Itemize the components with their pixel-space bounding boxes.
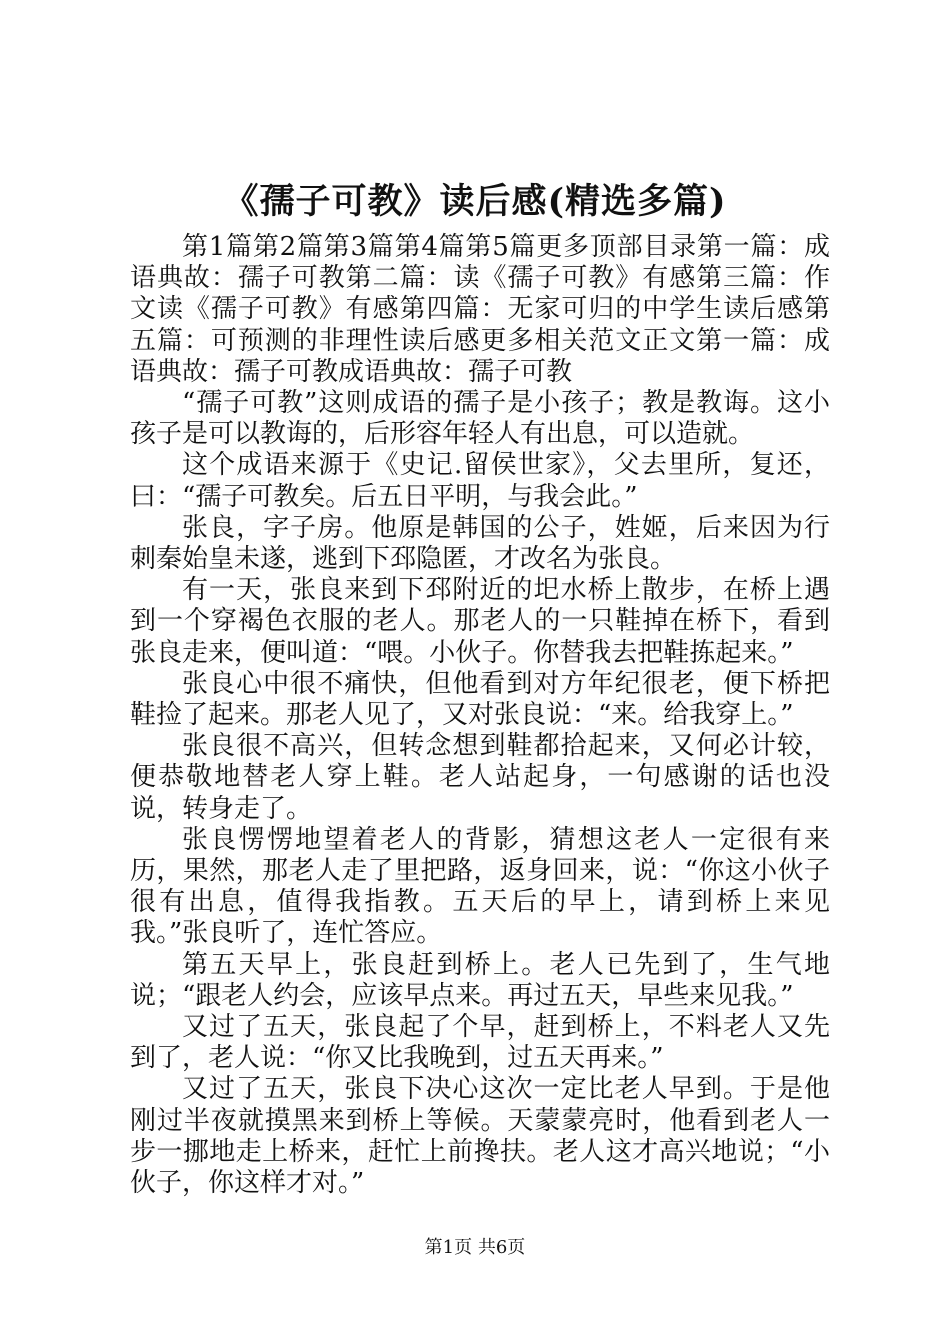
paragraph: 这个成语来源于《史记.留侯世家》，父去里所，复还，曰：“孺子可教矣。后五日平明，与我会此。” xyxy=(130,450,830,512)
paragraph: 第五天早上，张良赶到桥上。老人已先到了，生气地说；“跟老人约会，应该早点来。再过五天，早些来见我。” xyxy=(130,949,830,1011)
paragraph: 张良心中很不痛快，但他看到对方年纪很老，便下桥把鞋捡了起来。那老人见了，又对张良说：“来。给我穿上。” xyxy=(130,668,830,731)
paragraph: 第1篇第2篇第3篇第4篇第5篇更多顶部目录第一篇：成语典故：孺子可教第二篇：读《孺子可教》有感第三篇：作文读《孺子可教》有感第四篇：无家可归的中学生读后感第五篇：可预测的非理性读后感更多相关范文正文第一篇：成语典故：孺子可教成语典故：孺子可教 xyxy=(130,232,830,387)
paragraph: 有一天，张良来到下邳附近的圯水桥上散步，在桥上遇到一个穿褐色衣服的老人。那老人的一只鞋掉在桥下，看到张良走来，便叫道：“喂。小伙子。你替我去把鞋拣起来。” xyxy=(130,575,830,668)
document-title: 《孺子可教》读后感(精选多篇) xyxy=(223,181,727,222)
page-number-footer: 第1页 共6页 xyxy=(424,1237,526,1258)
paragraph: 又过了五天，张良下决心这次一定比老人早到。于是他刚过半夜就摸黑来到桥上等候。天蒙蒙亮时，他看到老人一步一挪地走上桥来，赶忙上前搀扶。老人这才高兴地说；“小伙子，你这样才对。” xyxy=(130,1074,830,1199)
paragraph: 又过了五天，张良起了个早，赶到桥上，不料老人又先到了，老人说：“你又比我晚到，过五天再来。” xyxy=(130,1012,830,1074)
paragraph: 张良，字子房。他原是韩国的公子，姓姬，后来因为行刺秦始皇未遂，逃到下邳隐匿，才改名为张良。 xyxy=(130,512,830,575)
paragraph: “孺子可教”这则成语的孺子是小孩子；教是教诲。这小孩子是可以教诲的，后形容年轻人有出息，可以造就。 xyxy=(130,388,830,450)
paragraph: 张良愣愣地望着老人的背影，猜想这老人一定很有来历，果然，那老人走了里把路，返身回来，说：“你这小伙子很有出息，值得我指教。五天后的早上，请到桥上来见我。”张良听了，连忙答应。 xyxy=(130,824,830,949)
paragraph: 张良很不高兴，但转念想到鞋都拾起来，又何必计较，便恭敬地替老人穿上鞋。老人站起身，一句感谢的话也没说，转身走了。 xyxy=(130,731,830,824)
document-body xyxy=(130,232,830,1199)
